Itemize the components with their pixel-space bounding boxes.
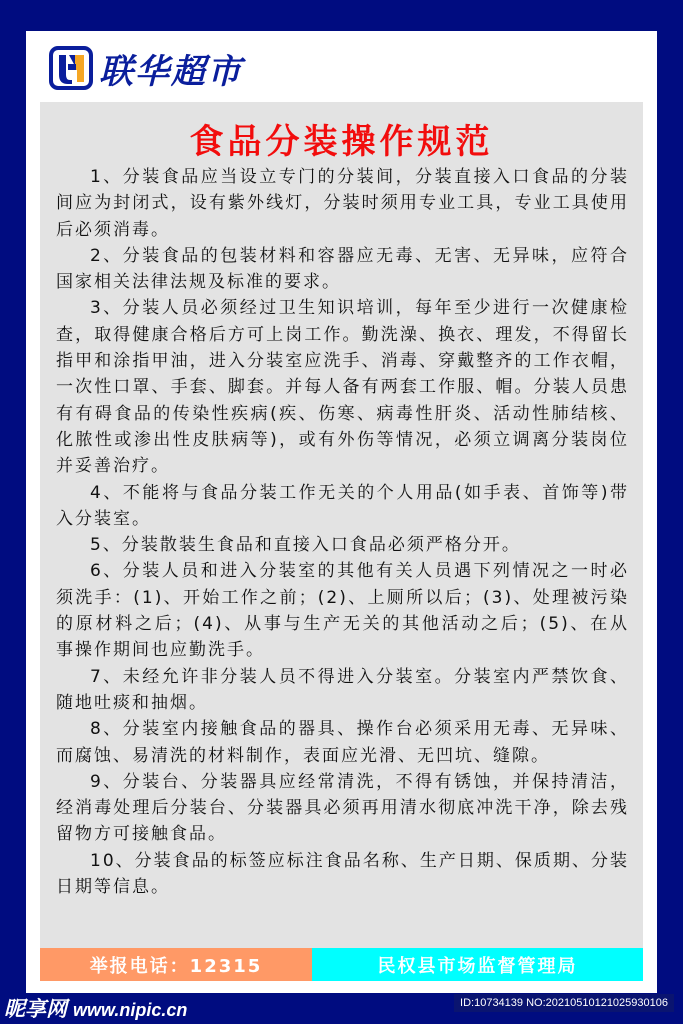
content-box [40, 102, 643, 980]
brand-logo [49, 44, 243, 92]
rule-item: 6、分装人员和进入分装室的其他有关人员遇下列情况之一时必须洗手：(1)、开始工作之前；(2)、上厕所以后；(3)、处理被污染的原材料之后；(4)、从事与生产无关的其他活动之后；(5)、在从事操作期间也应勤洗手。 [56, 561, 629, 661]
rule-item: 1、分装食品应当设立专门的分装间，分装直接入口食品的分装间应为封闭式，设有紫外线灯，分装时须用专业工具，专业工具使用后必须消毒。 [56, 167, 629, 240]
page-title: 食品分装操作规范 [189, 122, 494, 162]
lh-logo-icon [49, 46, 93, 90]
watermark-site-name: 昵享网 [4, 998, 67, 1021]
rules-list [56, 164, 629, 900]
authority-label: 民权县市场监督管理局 [312, 948, 643, 981]
rule-item: 7、未经允许非分装人员不得进入分装室。分装室内严禁饮食、随地吐痰和抽烟。 [56, 666, 629, 713]
footer-bar [40, 948, 643, 981]
rule-item: 2、分装食品的包装材料和容器应无毒、无害、无异味，应符合国家相关法律法规及标准的要求。 [56, 245, 629, 293]
rule-item: 3、分装人员必须经过卫生知识培训，每年至少进行一次健康检查，取得健康合格后方可上岗工作。勤洗澡、换衣、理发，不得留长指甲和涂指甲油，进入分装室应洗手、消毒、穿戴整齐的工作衣帽，一次性口罩、手套、脚套。并每人备有两套工作服、帽。分装人员患有有碍食品的传染性疾病(疾、伤寒、病毒性肝炎、活动性肺结核、化脓性或渗出性皮肤病等)，或有外伤等情况，必须立调离分装岗位并妥善治疗。 [56, 298, 629, 477]
rule-item: 9、分装台、分装器具应经常清洗，不得有锈蚀，并保持清洁，经消毒处理后分装台、分装器具必须再用清水彻底冲洗干净，除去残留物方可接触食品。 [56, 771, 629, 845]
rule-item: 10、分装食品的标签应标注食品名称、生产日期、保质期、分装日期等信息。 [56, 850, 629, 898]
watermark-id: ID:10734139 NO:20210510121025930106 [454, 994, 674, 1012]
rule-item: 8、分装室内接触食品的器具、操作台必须采用无毒、无异味、而腐蚀、易清洗的材料制作，表面应光滑、无凹坑、缝隙。 [56, 719, 629, 766]
rule-item: 4、不能将与食品分装工作无关的个人用品(如手表、首饰等)带入分装室。 [56, 482, 629, 529]
brand-name: 联华超市 [99, 51, 243, 92]
hotline-label: 举报电话：12315 [40, 948, 312, 981]
watermark-site-url: www.nipic.cn [73, 1000, 188, 1020]
watermark-site [4, 993, 187, 1023]
rule-item: 5、分装散装生食品和直接入口食品必须严格分开。 [90, 535, 521, 556]
